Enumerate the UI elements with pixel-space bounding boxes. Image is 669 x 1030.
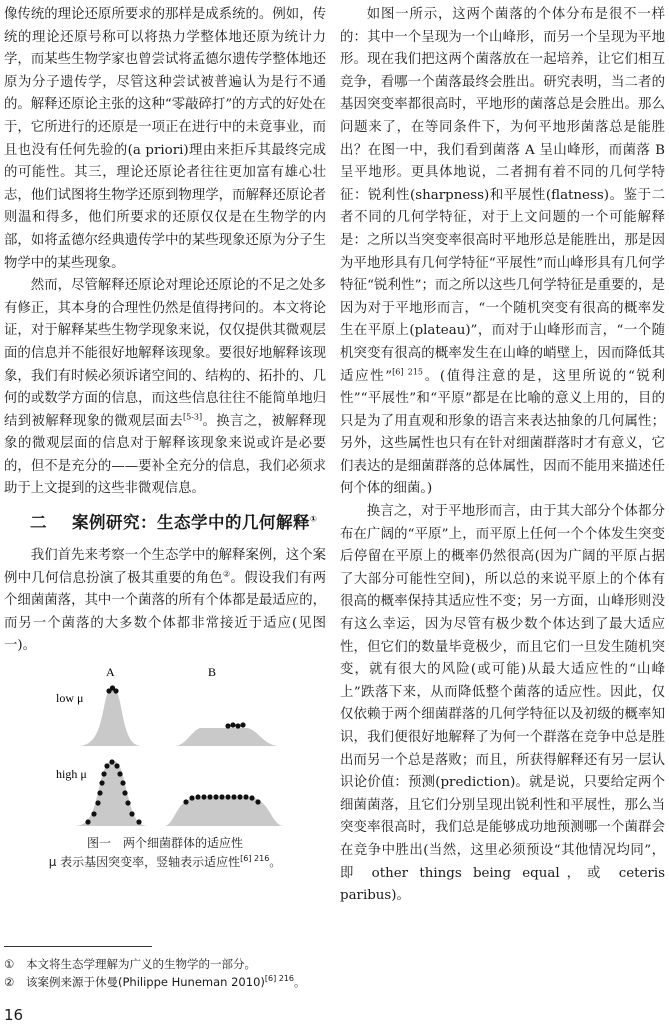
dot — [195, 794, 200, 799]
paragraph-4-text-b: 。(值得注意的是，这里所说的“锐利性”“平展性”和“平原”都是在比喻的意义上用的，目的只是为了用直观和形象的语言来表达抽象的几何属性；另外，这些属性也只有在针对细菌群落时才有意义，它们表达的是细菌群落的总体属性，因而不能用来描述任何个体的细菌。) — [340, 368, 665, 497]
plateau-high-mu — [164, 798, 284, 826]
dot — [85, 819, 90, 824]
citation-5-3: [5-3] — [182, 412, 203, 422]
section-number: 二 — [30, 513, 47, 533]
dot — [249, 795, 254, 800]
label-a: A — [106, 665, 115, 680]
dot — [136, 819, 141, 824]
footnote-1 — [4, 956, 256, 972]
dot — [125, 800, 130, 805]
figure-1 — [4, 662, 326, 872]
right-column — [340, 4, 665, 908]
dot — [219, 794, 224, 799]
dot — [240, 722, 245, 727]
paragraph-2 — [4, 275, 326, 501]
figure-1-drawing — [4, 662, 326, 834]
paragraph-4 — [340, 4, 665, 501]
label-low-mu: low μ — [56, 691, 84, 706]
plateau-low-mu — [174, 728, 280, 746]
paragraph-2-text-a: 然而，尽管解释还原论对理论还原论的不足之处多有修正，其本身的合理性仍然是值得拷问的。本文将论证，对于解释某些生物学现象来说，仅仅提供其微观层面的信息并不能很好地解释该现象。要很好地解释该现象，我们有时候必须诉诸空间的、结构的、拓扑的、几何的或数学方面的信息，而这些信息往往不能简单地归结到被解释现象的微观层面去 — [4, 278, 326, 429]
dot — [225, 794, 230, 799]
footnote-ref-2: ② — [223, 569, 231, 579]
footnote-1-mark: ① — [4, 957, 15, 971]
dot — [113, 688, 118, 693]
dot — [99, 780, 104, 785]
footnote-2-citation: [6] 216 — [264, 974, 295, 984]
paragraph-1: 像传统的理论还原所要求的那样是成系统的。例如，传统的理论还原号称可以将热力学整体地还原为统计力学，而某些生物学家也曾尝试将孟德尔遗传学整体地还原为分子遗传学，尽管这种尝试被普遍认为是行不通的。解释还原论主张的这种“零敲碎打”的方式的好处在于，它所进行的还原是一项正在进行中的未竟事业，而且也没有任何先验的(a priori)理由来拒斥其最终完成的可能性。其三，理论还原论者往往更加富有雄心壮志，他们试图将生物学还原到物理学，而解释还原论者则温和得多，他们所要求的还原仅仅是在生物学的内部，如将孟德尔经典遗传学中的某些现象还原为分子生物学中的某些现象。 — [4, 7, 326, 271]
dot — [97, 790, 102, 795]
dot — [129, 811, 134, 816]
dot — [189, 795, 194, 800]
paragraph-3 — [4, 545, 326, 658]
section-heading — [4, 511, 326, 535]
dot — [91, 811, 96, 816]
label-b: B — [208, 665, 217, 680]
dot — [109, 759, 114, 764]
label-high-mu: high μ — [56, 767, 87, 782]
figure-citation: [6] 216 — [240, 854, 270, 864]
page-number: 16 — [4, 1006, 24, 1024]
dot — [230, 722, 235, 727]
dot — [183, 799, 188, 804]
footnote-2-text: 该案例来源于休曼(Philippe Huneman 2010) — [26, 975, 265, 989]
footnote-1-text: 本文将生态学理解为广义的生物学的一部分。 — [26, 957, 256, 971]
paragraph-3-text-a: 我们首先来考察一个生态学中的解释案例，这个案例中几何信息扮演了极其重要的角色 — [4, 548, 326, 586]
left-column — [4, 4, 326, 872]
dot — [207, 794, 212, 799]
paragraph-4-text-a: 如图一所示，这两个菌落的个体分布是很不一样的：其中一个呈现为一个山峰形，而另一个呈现为平地形。现在我们把这两个菌落放在一起培养，让它们相互竞争，看哪一个菌落最终会胜出。研究表明，当二者的基因突变率都很高时，平地形的菌落总是会胜出。那么问题来了，在等同条件下，为何平地形菌落总是能胜出？在图一中，我们看到菌落 A 呈山峰形，而菌落 B 呈平地形。更具体地说，二者拥有着不同的几何学特征：锐利性(sharpness)和平展性(flatness)。鉴于二者不同的几何学特征，对于上文问题的一个可能解释是：之所以当突变率很高时平地形总是能胜出，那是因为平地形具有几何学特征“平展性”而山峰形具有几何学特征“锐利性”；而之所以这些几何学特征是重要的，是因为对于平地形而言，“一个随机突变有很高的概率发生在平原上(plateau)”，而对于山峰形而言，“一个随机突变有很高的概率发生在山峰的峭壁上，因而降低其适应性” — [340, 7, 665, 384]
dot — [255, 799, 260, 804]
dot — [101, 771, 106, 776]
dots-b-low — [225, 722, 245, 728]
dot — [122, 790, 127, 795]
citation-6-215: [6] 215 — [392, 367, 424, 377]
dot — [235, 723, 240, 728]
dot — [117, 771, 122, 776]
figure-caption-note-text: μ 表示基因突变率，竖轴表示适应性 — [48, 855, 241, 870]
dot — [225, 723, 230, 728]
section-title: 案例研究：生态学中的几何解释 — [72, 513, 310, 533]
paragraph-3-text-b: 。假设我们有两个细菌菌落，其中一个菌落的所有个体都是最适应的，而另一个菌落的大多数个体都非常接近于适应(见图一)。 — [4, 570, 327, 654]
dot — [237, 794, 242, 799]
paragraph-5: 换言之，对于平地形而言，由于其大部分个体都分布在广阔的“平原”上，而平原上任何一个个体发生突变后停留在平原上的概率仍然很高(因为广阔的平原占据了大部分可能性空间)，所以总的来说平原上的个体有很高的概率保持其适应性不变；另一方面，山峰形则没有这么幸运，因为尽管有极少数个体达到了最大适应性，但它们的数量毕竟极少，而且它们一旦发生随机突变，就有很大的风险(或可能)从最大适应性的“山峰上”跌落下来，从而降低整个菌落的适应性。因此，仅仅依赖于两个细菌群落的几何学特征以及初级的概率知识，我们便很好地解释了为何一个群落在竞争中总是胜出而另一个总是落败；而且，所获得解释还有另一层认识论价值：预测(prediction)。就是说，只要给定两个细菌菌落，且它们分别呈现出锐利性和平展性，那么当突变率很高时，我们总是能够成功地预测哪一个菌群会在竞争中胜出(当然，这里必须预设“其他情况均同”，即 other things being equal，或 ceteris paribus)。 — [340, 504, 665, 904]
dot — [95, 800, 100, 805]
figure-caption-note — [4, 853, 326, 872]
figure-caption-title: 图一 两个细菌群体的适应性 — [86, 836, 243, 851]
footnote-2 — [4, 974, 306, 990]
footnote-ref-1: ① — [310, 514, 318, 524]
dot — [120, 780, 125, 785]
dot — [104, 763, 109, 768]
figure-caption-end: 。 — [269, 855, 282, 870]
dot — [243, 794, 248, 799]
paragraph-2-text-b: 。换言之，被解释现象的微观层面的信息对于解释该现象来说或许是必要的，但不是充分的——要补全充分的信息，我们必须求助于上文提到的这些非微观信息。 — [4, 413, 327, 497]
dot — [201, 794, 206, 799]
dot — [231, 794, 236, 799]
dot — [213, 794, 218, 799]
peak-low-mu — [78, 689, 142, 747]
footnote-2-mark: ② — [4, 975, 15, 989]
footnote-divider — [4, 946, 152, 947]
dot — [114, 763, 119, 768]
footnote-2-end: 。 — [294, 975, 306, 989]
